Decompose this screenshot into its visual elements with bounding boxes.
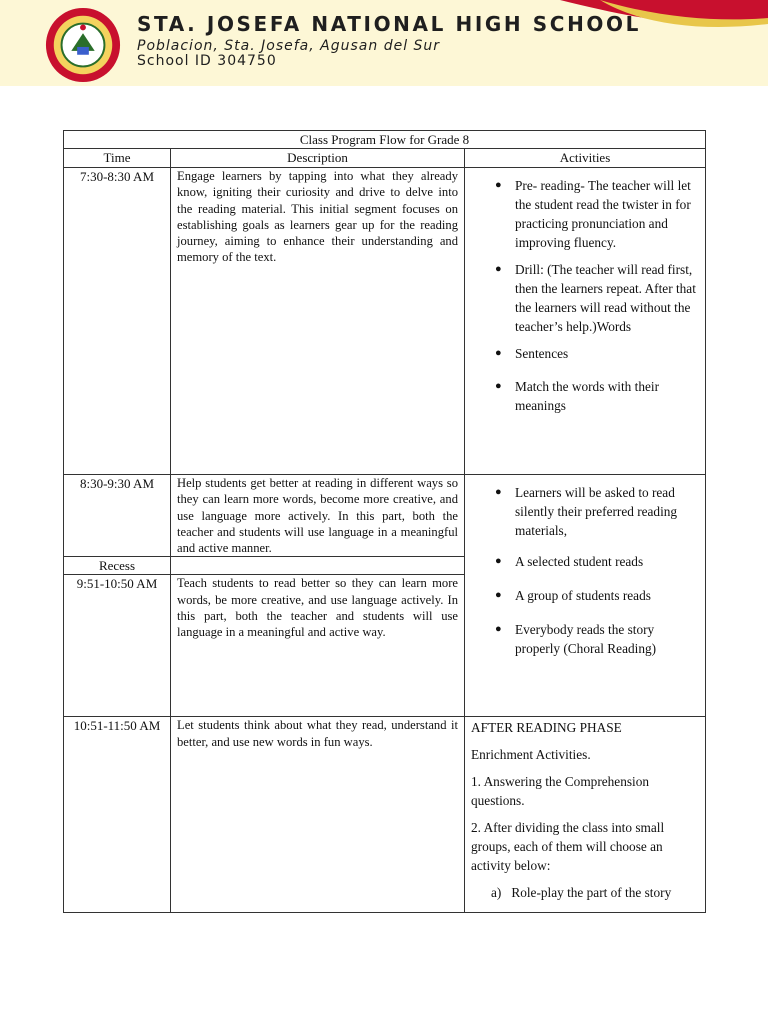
- recess-cell: Recess: [64, 557, 171, 575]
- column-header-activities: Activities: [465, 149, 706, 168]
- list-item: [471, 883, 699, 902]
- list-marker: a): [491, 885, 502, 901]
- activities-cell: [465, 168, 706, 475]
- description-cell: Let students think about what they read, understand it better, and use new words in fun ways.: [171, 717, 465, 913]
- table-row: [64, 475, 706, 557]
- school-seal-icon: [44, 6, 122, 84]
- time-cell: 10:51-11:50 AM: [64, 717, 171, 913]
- activity-text: Enrichment Activities.: [471, 747, 591, 763]
- list-item: ● Pre- reading- The teacher will let the student read the twister in for practicing pronunciation and improving fluency.: [495, 178, 691, 250]
- school-name: STA. JOSEFA NATIONAL HIGH SCHOOL: [137, 12, 641, 36]
- list-item-text: Role-play the part of the story: [511, 885, 672, 901]
- activities-cell: [465, 717, 706, 913]
- activity-text: 1. Answering the Comprehension questions.: [471, 774, 650, 809]
- school-address: Poblacion, Sta. Josefa, Agusan del Sur: [137, 38, 441, 54]
- list-item: ● Match the words with their meanings: [495, 379, 660, 413]
- activity-text: 2. After dividing the class into small groups, each of them will choose an activity below:: [471, 820, 665, 874]
- time-cell: 7:30-8:30 AM: [64, 168, 171, 475]
- list-item: ● A group of students reads: [495, 588, 651, 603]
- list-item: ● Everybody reads the story properly (Choral Reading): [495, 622, 657, 656]
- description-cell: Help students get better at reading in different ways so they can learn more words, become more creative, and use language more actively. In this part, both the teacher and students will use language in a meaningful and active manner.: [171, 475, 465, 557]
- time-cell: 8:30-9:30 AM: [64, 475, 171, 557]
- class-program-table: [63, 130, 706, 913]
- table-row: [64, 168, 706, 475]
- list-item: ● Drill: (The teacher will read first, then the learners repeat. After that the learners will read without the teacher’s help.)Words: [495, 262, 696, 334]
- time-cell: 9:51-10:50 AM: [64, 575, 171, 717]
- list-item: ● Sentences: [495, 346, 569, 361]
- empty-description-cell: [171, 557, 465, 575]
- column-header-time: Time: [64, 149, 171, 168]
- description-cell: Teach students to read better so they can learn more words, be more creative, and use language actively. In this part, both the teacher and students will use language in a meaningful and active way.: [171, 575, 465, 717]
- column-header-description: Description: [171, 149, 465, 168]
- letterhead: [0, 0, 768, 86]
- school-id: School ID 304750: [137, 53, 277, 69]
- activities-cell: [465, 475, 706, 717]
- description-cell: Engage learners by tapping into what they already know, igniting their curiosity and drive to delve into the reading material. This initial segment focuses on establishing goals as learners gear up for the reading journey, aiming to enhance their understanding and memory of the text.: [171, 168, 465, 475]
- list-item: ● Learners will be asked to read silently their preferred reading materials,: [495, 485, 678, 538]
- table-title: Class Program Flow for Grade 8: [64, 131, 706, 149]
- table-row: [64, 717, 706, 913]
- phase-heading: AFTER READING PHASE: [471, 720, 622, 736]
- list-item: ● A selected student reads: [495, 554, 644, 569]
